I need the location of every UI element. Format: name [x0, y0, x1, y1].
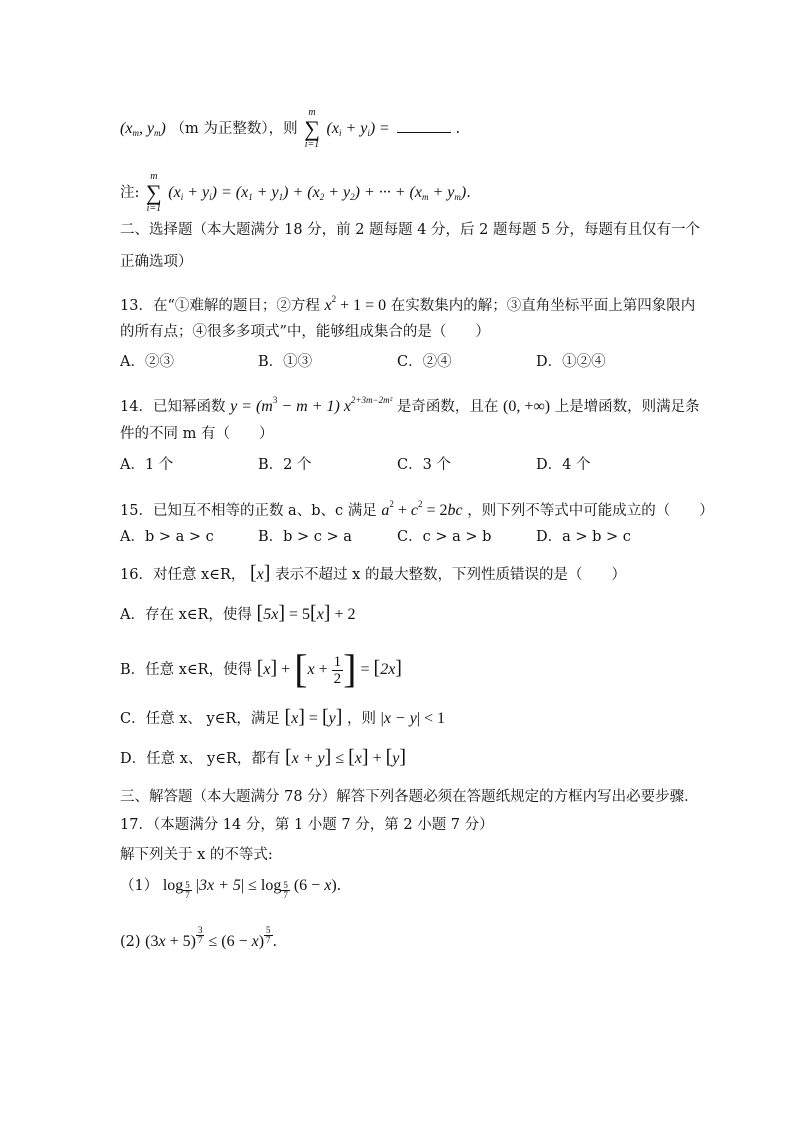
q13-option-c: C．②④ — [397, 354, 452, 370]
section3-heading: 三、解答题（本大题满分 78 分）解答下列各题必须在答题纸规定的方框内写出必要步骤． — [120, 789, 699, 805]
q13-line1: 13．在“①难解的题目；②方程 $x^2 + 1 = 0$ 在实数集内的解；③直角坐标平面上第四象限内 — [120, 294, 696, 314]
q17-intro: 解下列关于 x 的不等式: — [120, 847, 273, 863]
q14-option-c: C．3 个 — [397, 457, 451, 473]
q15-option-c: C．c > a > b — [397, 529, 492, 545]
q12-tail-line: ($x_m$, $y_m$) （m 为正整数），则 m ∑ i=1 $(x_i + y_i)$ = . — [120, 107, 461, 150]
q14-line2: 件的不同 m 有（ ） — [120, 426, 274, 442]
q13-line2: 的所有点；④很多多项式”中，能够组成集合的是（ ） — [120, 324, 490, 340]
sum-symbol: m ∑ i=1 — [304, 107, 320, 150]
section2-heading-line1: 二、选择题（本大题满分 18 分，前 2 题每题 4 分，后 2 题每题 5 分，每题有且仅有一个 — [120, 222, 700, 238]
note-line: 注: m ∑ i=1 $(x_i + y_i) = (x_1 + y_1) + (x_2 + y_2)$ + ··· + $(x_m + y_m)$. — [120, 171, 471, 214]
q13-option-a: A．②③ — [120, 354, 174, 370]
q14-option-d: D．4 个 — [536, 457, 591, 473]
q17-part1: （1） log $_{\frac{5}{7}}$ |3x + 5| ≤ log $_{\frac{5}{7}}$ (6 − x). — [120, 877, 342, 901]
answer-blank — [397, 118, 451, 133]
q16-option-c: C．任意 x、 y∈R，满足 [x] = [y] ，则 |x − y| < 1 — [120, 706, 446, 728]
q13-option-d: D．①②④ — [536, 354, 606, 370]
q16-option-b: B．任意 x∈R，使得 [x] + [x + $\frac{1}{2}$ ] = [2x] — [120, 646, 402, 692]
q16-line1: 16．对任意 x∈R， [x] 表示不超过 x 的最大整数，下列性质错误的是（ ） — [120, 562, 626, 584]
q14-line1: 14．已知幂函数 $y = (m^3 - m + 1)$ $x^{2+3m-2m^2}$ 是奇函数，且在 (0, +∞) 上是增函数，则满足条 — [120, 395, 700, 415]
half-fraction: $\frac{1}{2}$ — [333, 654, 342, 687]
q16-option-a: A．存在 x∈R，使得 [5x] = 5[x] + 2 — [120, 602, 356, 624]
section2-heading-line2: 正确选项） — [120, 254, 193, 270]
q16-option-d: D．任意 x、 y∈R，都有 [x + y] ≤ [x] + [y] — [120, 746, 407, 768]
q17-part2: (2) (3x + 5) $^{\frac{3}{7}}$ ≤ (6 − x) $^{\frac{5}{7}}$ . — [120, 925, 278, 950]
q15-option-a: A．b > a > c — [120, 529, 214, 545]
q14-option-b: B．2 个 — [258, 457, 312, 473]
sum-symbol: m ∑ i=1 — [146, 171, 162, 214]
q12-paren-note: （m 为正整数），则 — [170, 121, 298, 137]
note-label: 注: — [120, 185, 140, 201]
q15-line1: 15．已知互不相等的正数 a、b、c 满足 $a^2 + c^2 = 2bc$ ，则下列不等式中可能成立的（ ） — [120, 499, 714, 519]
q14-option-a: A．1 个 — [120, 457, 174, 473]
q17-head: 17．（本题满分 14 分，第 1 小题 7 分，第 2 小题 7 分） — [120, 817, 494, 833]
q15-option-b: B．b > c > a — [258, 529, 352, 545]
q13-option-b: B．①③ — [258, 354, 313, 370]
q15-option-d: D．a > b > c — [536, 529, 631, 545]
